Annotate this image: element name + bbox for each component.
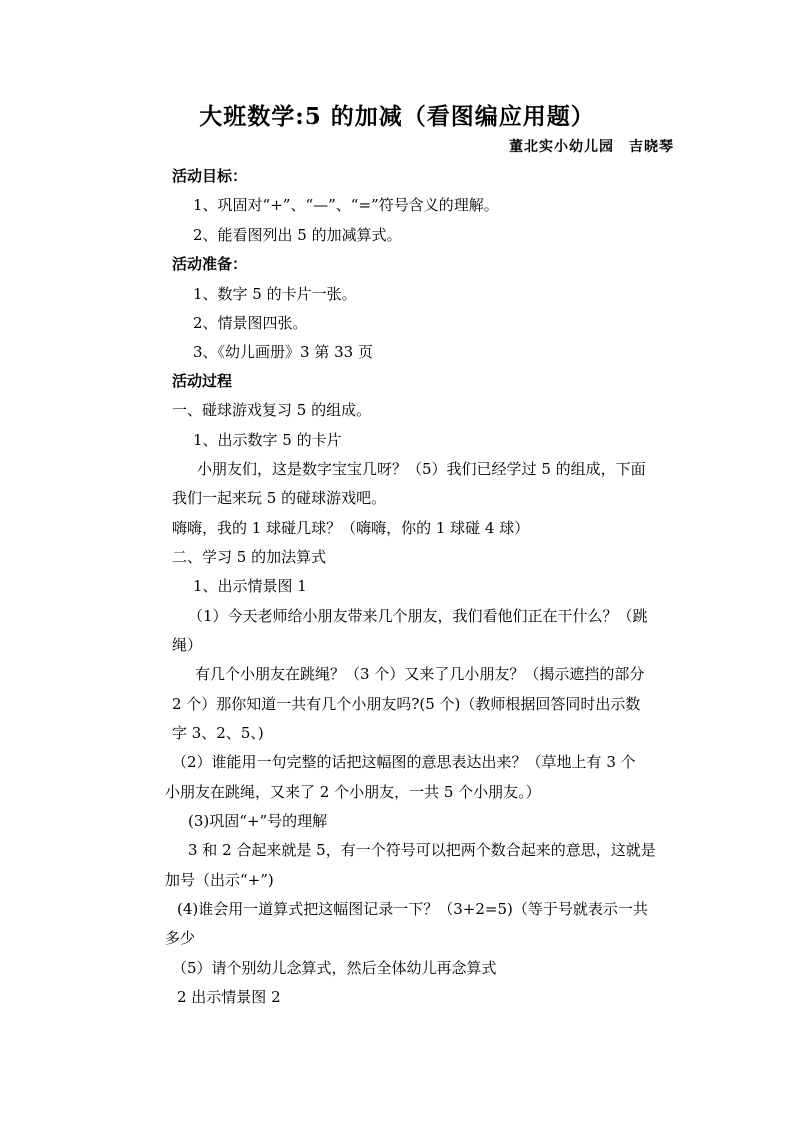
process-line: 1、出示情景图 1 — [193, 577, 307, 595]
process-line: 3 和 2 合起来就是 5，有一个符号可以把两个数合起来的意思，这就是 — [188, 841, 656, 859]
document-title: 大班数学:5 的加减（看图编应用题） — [199, 103, 595, 130]
process-line: 一、碰球游戏复习 5 的组成。 — [172, 401, 372, 419]
process-line: 我们一起来玩 5 的碰球游戏吧。 — [172, 489, 387, 507]
process-line: 绳） — [172, 636, 203, 654]
process-line: 加号（出示“+”) — [165, 871, 274, 889]
process-line: 1、出示数字 5 的卡片 — [193, 431, 342, 449]
process-line: 有几个小朋友在跳绳？（3 个）又来了几小朋友？（揭示遮挡的部分 — [195, 665, 645, 683]
process-line: (3)巩固“+”号的理解 — [188, 812, 328, 830]
author-line: 董北实小幼儿园 吉晓琴 — [509, 139, 674, 155]
process-line: 2 出示情景图 2 — [177, 988, 281, 1006]
process-line: 多少 — [165, 929, 196, 947]
process-line: （1）今天老师给小朋友带来几个朋友，我们看他们正在干什么？（跳 — [188, 607, 648, 625]
process-line: 2 个）那你知道一共有几个小朋友吗?(5 个)（教师根据回答同时出示数 — [172, 695, 641, 713]
prep-item: 2、情景图四张。 — [193, 314, 308, 332]
process-line: 二、学习 5 的加法算式 — [172, 548, 327, 566]
process-line: (4)谁会用一道算式把这幅图记录一下？（3+2=5)（等于号就表示一共 — [177, 900, 648, 918]
prep-item: 3、《幼儿画册》3 第 33 页 — [193, 343, 373, 361]
process-line: （2）谁能用一句完整的话把这幅图的意思表达出来？（草地上有 3 个 — [172, 753, 636, 771]
process-line: 嗨嗨，我的 1 球碰几球？（嗨嗨，你的 1 球碰 4 球） — [172, 519, 530, 537]
process-line: 字 3、2、5、) — [172, 724, 264, 742]
goal-item: 1、巩固对“+”、“—”、“=”符号含义的理解。 — [193, 196, 499, 214]
process-line: 小朋友们，这是数字宝宝几呀？（5）我们已经学过 5 的组成，下面 — [197, 460, 646, 478]
process-line: 小朋友在跳绳，又来了 2 个小朋友，一共 5 个小朋友。） — [165, 783, 541, 801]
prep-heading: 活动准备： — [172, 255, 248, 273]
goals-heading: 活动目标： — [172, 167, 248, 185]
process-heading: 活动过程 — [172, 372, 233, 390]
prep-item: 1、数字 5 的卡片一张。 — [193, 285, 357, 303]
goal-item: 2、能看图列出 5 的加减算式。 — [193, 226, 402, 244]
process-line: （5）请个别幼儿念算式，然后全体幼儿再念算式 — [172, 959, 497, 977]
